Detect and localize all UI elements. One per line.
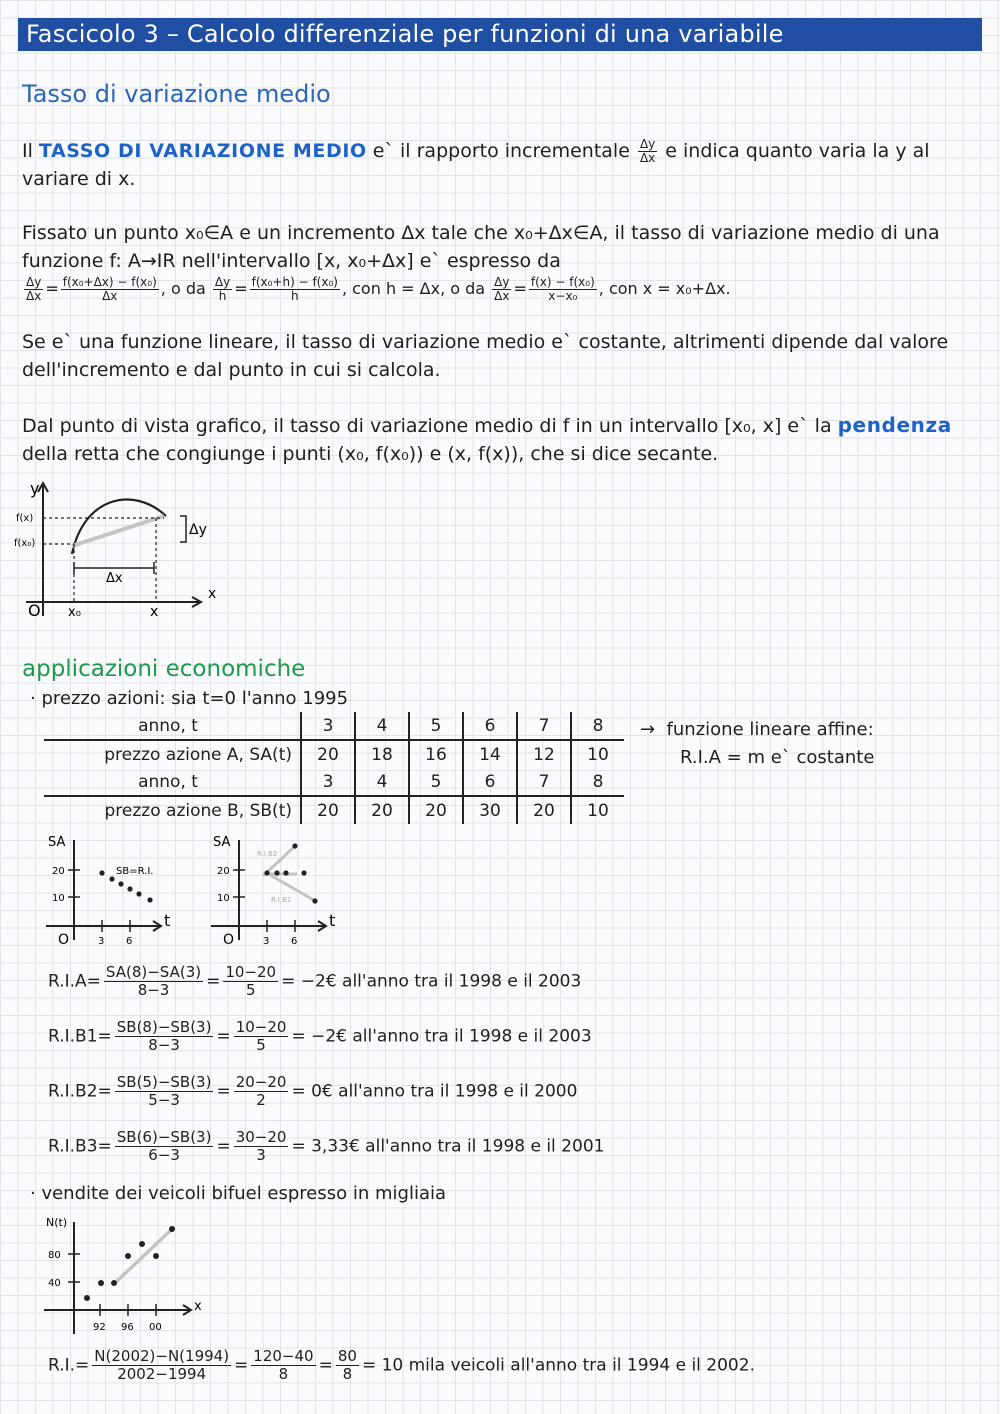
g2-point bbox=[118, 881, 123, 886]
g4-label-00: 00 bbox=[149, 1322, 162, 1333]
price-table bbox=[44, 712, 624, 824]
g1-x-label: x bbox=[208, 586, 217, 602]
cell-year: 7 bbox=[517, 768, 571, 796]
p4-text-a: Dal punto di vista grafico, il tasso di variazione medio di f in un intervallo [x₀, x] e` la bbox=[22, 415, 838, 437]
page-title: Fascicolo 3 – Calcolo differenziale per funzioni di una variabile bbox=[18, 18, 982, 51]
paragraph-definition bbox=[22, 137, 987, 193]
g4-point bbox=[139, 1241, 145, 1247]
g3-y-label: SA bbox=[213, 835, 231, 850]
cell-year: 8 bbox=[571, 768, 624, 796]
g4-x-label: x bbox=[194, 1299, 202, 1314]
g3-point bbox=[264, 870, 269, 875]
cell-value: 10 bbox=[571, 740, 624, 768]
formula-eq: = bbox=[97, 1026, 112, 1047]
f5-den: Δx bbox=[494, 289, 510, 303]
p1-text-b: e` il rapporto incrementale bbox=[366, 140, 636, 162]
p1-fraction bbox=[638, 138, 657, 165]
formula-num: 30−20 bbox=[235, 1128, 287, 1146]
g2-point bbox=[109, 876, 114, 881]
formula-num: SB(8)−SB(3) bbox=[116, 1018, 212, 1036]
table-row-years-b bbox=[44, 768, 624, 796]
note-line1: funzione lineare affine: bbox=[666, 719, 874, 740]
cell-value: 14 bbox=[463, 740, 517, 768]
f1-den: Δx bbox=[26, 289, 42, 303]
f3-num: Δy bbox=[214, 275, 231, 289]
g3-label-6: 6 bbox=[291, 936, 298, 947]
final-frac2 bbox=[251, 1348, 315, 1383]
g3-x-label: t bbox=[329, 911, 336, 930]
cell-year: 4 bbox=[355, 712, 409, 740]
eq3: = bbox=[513, 279, 527, 298]
formula-eq: = bbox=[97, 1136, 112, 1157]
f5-num: Δy bbox=[494, 275, 510, 289]
final-num: N(2002)−N(1994) bbox=[94, 1347, 230, 1365]
bullet-stock-prices bbox=[30, 688, 348, 709]
text-t1: , o da bbox=[160, 279, 206, 298]
cell-year: 3 bbox=[301, 712, 355, 740]
formula-den: 5−3 bbox=[148, 1091, 180, 1109]
f2-den: Δx bbox=[102, 289, 118, 303]
g4-label-96: 96 bbox=[121, 1322, 134, 1333]
formula-label: R.I.B3 bbox=[48, 1136, 98, 1157]
cell-value: 10 bbox=[571, 796, 624, 824]
g3-note-b2: R.I.B2 bbox=[257, 850, 278, 858]
formula-result: = −2€ all'anno tra il 1998 e il 2003 bbox=[281, 971, 582, 992]
vehicle-sales-graph bbox=[40, 1212, 220, 1337]
formula-result: = 0€ all'anno tra il 1998 e il 2000 bbox=[291, 1081, 578, 1102]
paragraph-graphical bbox=[22, 411, 987, 468]
bullet-dot-2: · bbox=[30, 1183, 42, 1204]
g3-note-b1: R.I.B1 bbox=[271, 896, 292, 904]
p4-text-b: della retta che congiunge i punti (x₀, f(x₀)) e (x, f(x)), che si dice secante. bbox=[22, 443, 719, 465]
g1-fx-label: f(x) bbox=[16, 513, 34, 524]
row-a-header: anno, t bbox=[44, 712, 301, 740]
formula-label: R.I.B2 bbox=[48, 1081, 98, 1102]
table-row-values-b bbox=[44, 796, 624, 824]
eq1: = bbox=[45, 279, 59, 298]
p1-text-c: e indica quanto varia la y al variare di x. bbox=[22, 140, 930, 190]
formula-frac2 bbox=[234, 1074, 289, 1109]
f6-fraction bbox=[529, 276, 597, 303]
cell-year: 6 bbox=[463, 768, 517, 796]
g4-label-40: 40 bbox=[48, 1278, 61, 1289]
g2-y-label: SA bbox=[48, 835, 66, 850]
g4-label-92: 92 bbox=[93, 1322, 106, 1333]
table-row-values-a bbox=[44, 740, 624, 768]
formula-rib2 bbox=[48, 1074, 577, 1109]
g4-point bbox=[84, 1295, 90, 1301]
g1-dy-label: Δy bbox=[189, 522, 207, 538]
cell-value: 20 bbox=[409, 796, 463, 824]
cell-year: 8 bbox=[571, 712, 624, 740]
cell-value: 20 bbox=[355, 796, 409, 824]
g4-y-label: N(t) bbox=[46, 1216, 68, 1229]
stock-a-graph bbox=[40, 830, 190, 950]
g4-secant bbox=[114, 1229, 172, 1284]
row-b-header: anno, t bbox=[44, 768, 301, 796]
g1-fx0-label: f(x₀) bbox=[14, 538, 36, 549]
g2-note: SB=R.I. bbox=[116, 866, 154, 877]
formula-den: 5 bbox=[256, 1036, 266, 1054]
f2-num: f(x₀+Δx) − f(x₀) bbox=[62, 275, 157, 289]
formula-num: SB(5)−SB(3) bbox=[116, 1073, 212, 1091]
formula-den: 5 bbox=[245, 981, 256, 999]
g2-point bbox=[99, 870, 104, 875]
g3-point bbox=[301, 870, 306, 875]
formula-eq: = bbox=[216, 1136, 231, 1157]
g4-point bbox=[98, 1280, 104, 1286]
g3-origin: O bbox=[223, 932, 235, 948]
g3-point bbox=[312, 898, 317, 903]
cell-value: 16 bbox=[409, 740, 463, 768]
formula-eq: = bbox=[216, 1081, 231, 1102]
secant-graph bbox=[14, 476, 224, 626]
formula-eq: = bbox=[97, 1081, 112, 1102]
g2-origin: O bbox=[58, 932, 70, 948]
g2-point bbox=[136, 891, 141, 896]
final-num: 80 bbox=[337, 1347, 357, 1365]
formula-rib3 bbox=[48, 1129, 604, 1164]
cell-value: 20 bbox=[517, 796, 571, 824]
g1-dx-label: Δx bbox=[106, 571, 123, 586]
bullet-dot-1: · bbox=[30, 688, 42, 709]
final-eq: = bbox=[75, 1355, 90, 1376]
cell-year: 5 bbox=[409, 712, 463, 740]
f1-fraction bbox=[24, 276, 43, 303]
final-eq: = bbox=[234, 1355, 249, 1376]
linear-note bbox=[640, 716, 874, 772]
text-t2: , con h = Δx, o da bbox=[341, 279, 486, 298]
formula-num: SA(8)−SA(3) bbox=[105, 963, 202, 981]
cell-year: 3 bbox=[301, 768, 355, 796]
g3-point bbox=[292, 843, 297, 848]
section-economics: applicazioni economiche bbox=[22, 656, 306, 682]
final-result: = 10 mila veicoli all'anno tra il 1994 e il 2002. bbox=[361, 1355, 755, 1376]
formula-frac1 bbox=[115, 1019, 214, 1054]
bullet-vehicle-sales bbox=[30, 1183, 446, 1204]
formula-line-definitions bbox=[22, 276, 731, 303]
f3-den: h bbox=[218, 289, 227, 303]
cell-value: 20 bbox=[301, 740, 355, 768]
formula-frac2 bbox=[223, 964, 278, 999]
formula-frac2 bbox=[234, 1019, 289, 1054]
g4-point bbox=[111, 1280, 117, 1286]
g4-point bbox=[169, 1226, 175, 1232]
g2-label-20: 20 bbox=[52, 866, 65, 877]
final-num: 120−40 bbox=[253, 1347, 314, 1365]
formula-num: 10−20 bbox=[235, 1018, 287, 1036]
f2-fraction bbox=[61, 276, 159, 303]
g3-point bbox=[283, 870, 288, 875]
final-den: 8 bbox=[342, 1365, 353, 1383]
final-den: 8 bbox=[278, 1365, 289, 1383]
f5-fraction bbox=[492, 276, 511, 303]
formula-frac1 bbox=[115, 1129, 214, 1164]
g4-label-80: 80 bbox=[48, 1250, 61, 1261]
g2-label-10: 10 bbox=[52, 893, 65, 904]
row-a-label: prezzo azione A, SA(t) bbox=[104, 744, 292, 765]
cell-value: 20 bbox=[301, 796, 355, 824]
formula-den: 8−3 bbox=[148, 1036, 180, 1054]
g4-point bbox=[125, 1253, 131, 1259]
g3-label-10: 10 bbox=[217, 893, 230, 904]
cell-value: 30 bbox=[463, 796, 517, 824]
final-frac3 bbox=[336, 1348, 359, 1383]
p1-frac-num: Δy bbox=[639, 137, 656, 151]
cell-year: 6 bbox=[463, 712, 517, 740]
row-b-label: prezzo azione B, SB(t) bbox=[104, 800, 292, 821]
formula-result: = −2€ all'anno tra il 1998 e il 2003 bbox=[291, 1026, 592, 1047]
g1-dy-bracket bbox=[180, 516, 186, 542]
bullet2-text: vendite dei veicoli bifuel espresso in migliaia bbox=[41, 1183, 447, 1204]
formula-ria bbox=[48, 964, 581, 999]
formula-eq: = bbox=[86, 971, 101, 992]
final-label: R.I. bbox=[48, 1355, 76, 1376]
cell-value: 12 bbox=[517, 740, 571, 768]
f4-den: h bbox=[290, 289, 299, 303]
formula-num: SB(6)−SB(3) bbox=[116, 1128, 212, 1146]
formula-frac2 bbox=[234, 1129, 289, 1164]
f4-fraction bbox=[250, 276, 340, 303]
note-arrow: → bbox=[640, 719, 656, 740]
g2-point bbox=[127, 886, 132, 891]
section-heading: Tasso di variazione medio bbox=[22, 80, 331, 108]
g2-x-label: t bbox=[164, 911, 171, 930]
formula-label: R.I.A bbox=[48, 971, 87, 992]
f6-den: x−x₀ bbox=[548, 289, 578, 303]
formula-vehicles bbox=[48, 1348, 755, 1383]
table-row-years-a bbox=[44, 712, 624, 740]
formula-num: 20−20 bbox=[235, 1073, 287, 1091]
formula-rib1 bbox=[48, 1019, 592, 1054]
cell-value: 18 bbox=[355, 740, 409, 768]
formula-frac1 bbox=[104, 964, 203, 999]
p4-highlight: pendenza bbox=[837, 413, 952, 437]
g3-label-3: 3 bbox=[263, 936, 270, 947]
g1-curve bbox=[72, 500, 166, 554]
stock-b-graph bbox=[205, 830, 355, 950]
formula-den: 6−3 bbox=[148, 1146, 180, 1164]
paragraph-linear: Se e` una funzione lineare, il tasso di variazione medio e` costante, altrimenti dipende dal valore dell'incremento e dal punto in cui si calcola. bbox=[22, 331, 949, 381]
paragraph-fixed-point: Fissato un punto x₀∈A e un incremento Δx tale che x₀+Δx∈A, il tasso di variazione medio di una funzione f: A→IR nell'intervallo [x, x₀+Δx] e` espresso da bbox=[22, 222, 940, 272]
g2-label-6: 6 bbox=[126, 936, 133, 947]
g3-label-20: 20 bbox=[217, 866, 230, 877]
p1-text-a: Il bbox=[22, 140, 39, 162]
formula-result: = 3,33€ all'anno tra il 1998 e il 2001 bbox=[291, 1136, 605, 1157]
bullet1-text: prezzo azioni: sia t=0 l'anno 1995 bbox=[41, 688, 349, 709]
g1-origin-label: O bbox=[28, 601, 41, 620]
cell-year: 4 bbox=[355, 768, 409, 796]
f6-num: f(x) − f(x₀) bbox=[530, 275, 595, 289]
formula-num: 10−20 bbox=[225, 963, 277, 981]
formula-den: 3 bbox=[256, 1146, 266, 1164]
final-frac1 bbox=[92, 1348, 231, 1383]
f4-num: f(x₀+h) − f(x₀) bbox=[251, 275, 338, 289]
text-t3: , con x = x₀+Δx. bbox=[598, 279, 731, 298]
g1-y-label: y bbox=[30, 479, 40, 498]
formula-den: 2 bbox=[256, 1091, 266, 1109]
eq2: = bbox=[234, 279, 248, 298]
final-eq: = bbox=[318, 1355, 333, 1376]
g4-point bbox=[153, 1253, 159, 1259]
g2-label-3: 3 bbox=[98, 936, 105, 947]
g1-xx-label: x bbox=[150, 604, 159, 620]
formula-frac1 bbox=[115, 1074, 214, 1109]
formula-label: R.I.B1 bbox=[48, 1026, 98, 1047]
cell-year: 7 bbox=[517, 712, 571, 740]
g1-x0-label: x₀ bbox=[68, 605, 81, 620]
p1-frac-den: Δx bbox=[639, 151, 656, 165]
f1-num: Δy bbox=[26, 275, 42, 289]
formula-den: 8−3 bbox=[137, 981, 170, 999]
f3-fraction bbox=[213, 276, 232, 303]
final-den: 2002−1994 bbox=[117, 1365, 207, 1383]
formula-eq: = bbox=[206, 971, 221, 992]
cell-year: 5 bbox=[409, 768, 463, 796]
g3-point bbox=[274, 870, 279, 875]
note-line2: R.I.A = m e` costante bbox=[680, 747, 875, 768]
g2-point bbox=[147, 897, 152, 902]
formula-eq: = bbox=[216, 1026, 231, 1047]
p1-highlight: TASSO DI VARIAZIONE MEDIO bbox=[38, 140, 367, 162]
